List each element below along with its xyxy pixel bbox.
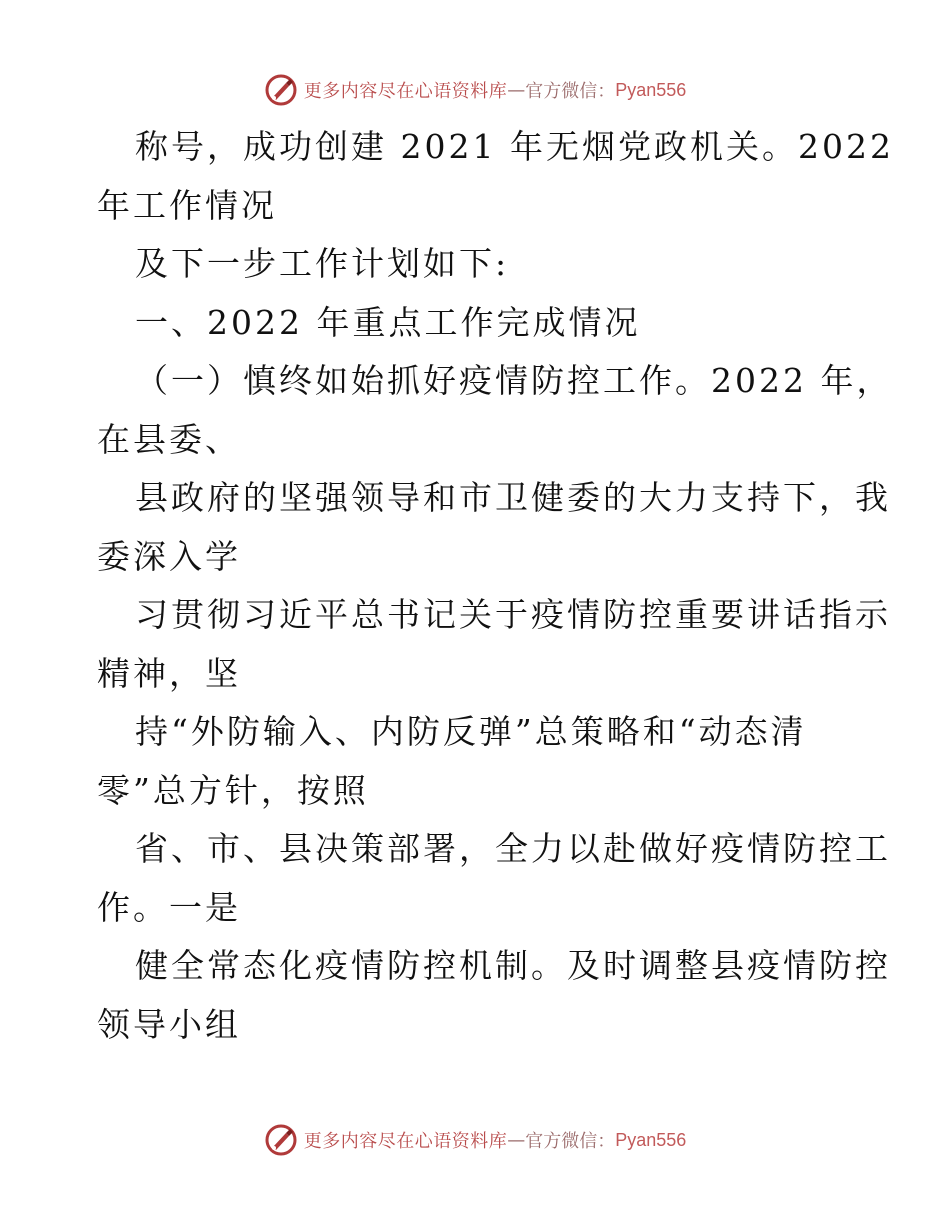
text-line: 领导小组	[97, 1004, 241, 1044]
text-line: （一）慎终如始抓好疫情防控工作。2022 年，	[135, 361, 893, 400]
text-line: 委深入学	[97, 536, 241, 576]
text-line: 在县委、	[97, 419, 241, 459]
text-line: 作。一是	[97, 887, 241, 927]
text-line: 持“外防输入、内防反弹”总策略和“动态清	[135, 712, 807, 751]
watermark-text: 更多内容尽在心语资料库	[303, 81, 508, 102]
watermark-account: Pyan556	[615, 79, 687, 100]
watermark-label: 官方微信：	[525, 1131, 616, 1152]
watermark-text: 更多内容尽在心语资料库	[303, 1131, 508, 1152]
text-line: 健全常态化疫情防控机制。及时调整县疫情防控	[135, 946, 891, 985]
header-watermark	[0, 70, 950, 110]
text-line: 及下一步工作计划如下:	[135, 244, 510, 283]
watermark-dash: —	[507, 79, 526, 101]
watermark-label: 官方微信：	[525, 81, 616, 102]
pen-logo-icon	[264, 1123, 298, 1157]
watermark-account: Pyan556	[615, 1129, 687, 1150]
text-line: 年工作情况	[97, 185, 277, 225]
text-line: 称号，成功创建 2021 年无烟党政机关。2022	[135, 127, 894, 166]
text-line: 一、2022 年重点工作完成情况	[135, 302, 641, 342]
text-line: 县政府的坚强领导和市卫健委的大力支持下，我	[135, 478, 891, 517]
pen-logo-icon	[264, 73, 298, 107]
footer-watermark	[0, 1120, 950, 1160]
text-line: 精神，坚	[97, 653, 241, 693]
text-line: 习贯彻习近平总书记关于疫情防控重要讲话指示	[135, 595, 891, 634]
text-line: 零”总方针，按照	[97, 770, 369, 810]
watermark-dash: —	[507, 1129, 526, 1151]
document-body	[97, 118, 894, 1054]
text-line: 省、市、县决策部署，全力以赴做好疫情防控工	[135, 829, 891, 868]
